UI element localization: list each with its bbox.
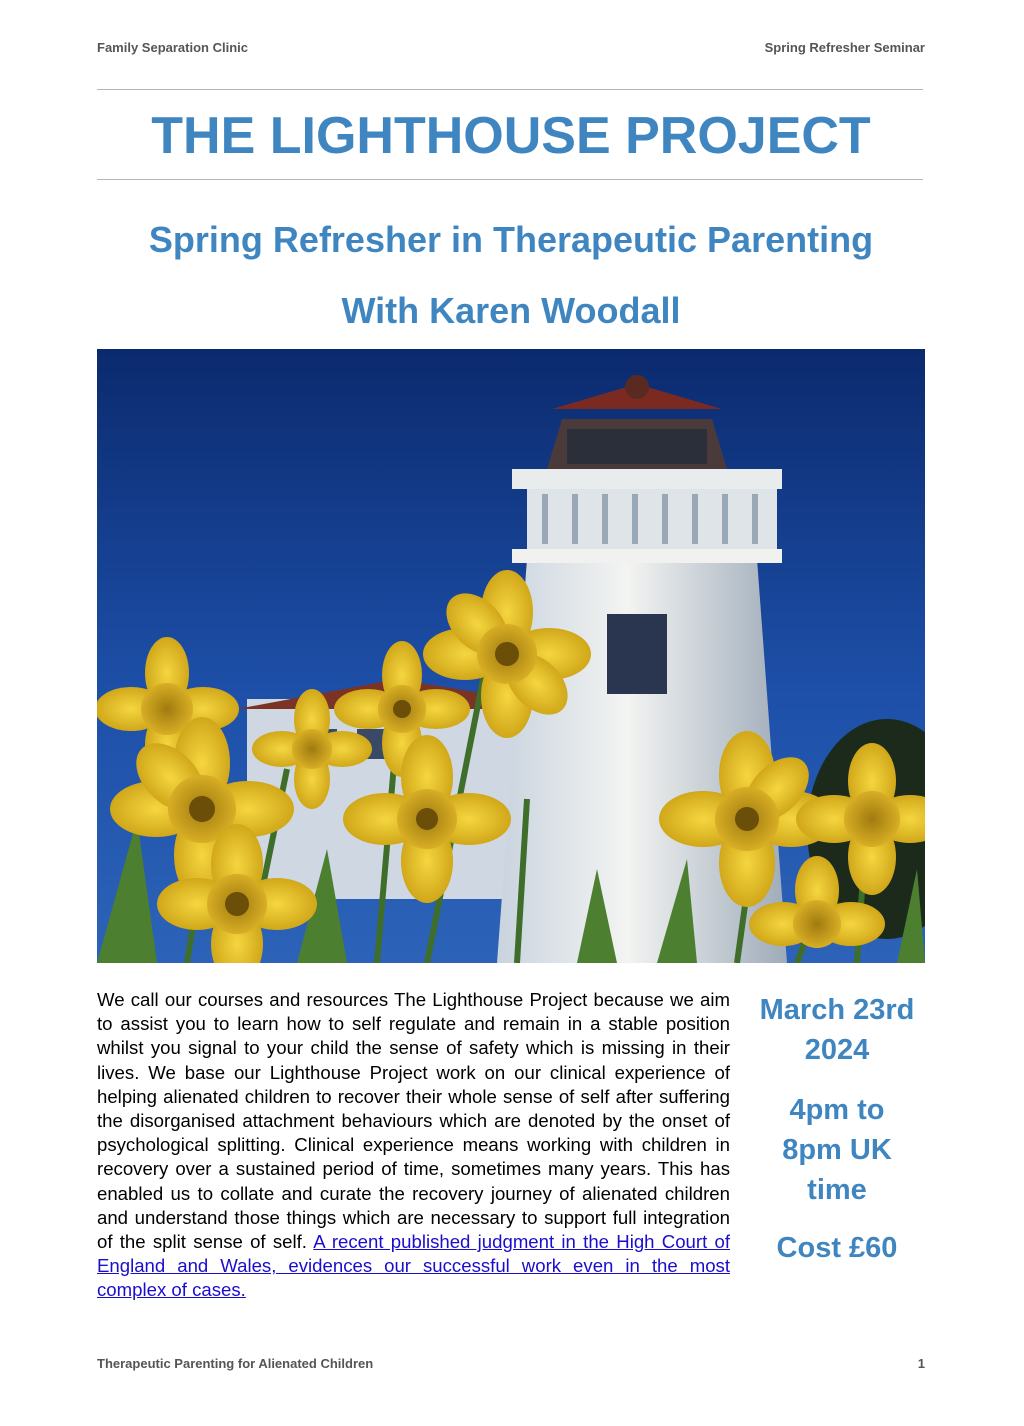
event-date-line-2: 2024 [804, 1034, 870, 1066]
event-time-line-3: time [807, 1174, 867, 1206]
event-time-line-2: 8pm UK [782, 1134, 892, 1166]
event-date-line-1: March 23rd [759, 994, 915, 1026]
high-court-judgment-link[interactable]: A recent published judgment in the High Court of England and Wales, evidences our successful work even in the most complex of cases. [97, 1231, 731, 1301]
event-date [748, 990, 926, 1070]
course-subtitle: Spring Refresher in Therapeutic Parenting [148, 219, 874, 260]
header-seminar: Spring Refresher Seminar [764, 40, 925, 55]
running-header [97, 40, 925, 55]
running-footer [97, 1356, 925, 1371]
presenter-subtitle: With Karen Woodall [341, 290, 681, 331]
intro-paragraph [97, 988, 730, 1303]
intro-text: We call our courses and resources The Lighthouse Project because we aim to assist you to learn how to self regulate and remain in a stable position whilst you signal to your child the sense of safety which is missing in their lives. We base our Lighthouse Project work on our clinical experience of helping alienated children to recover their whole sense of self after suffering the disorganised attachment behaviours which are denoted by the onset of psychological splitting. Clinical experience means working with children in recovery over a sustained period of time, sometimes many years. This has enabled us to collate and curate the recovery journey of alienated children and understand those things which are necessary to support full integration of the split sense of self. [97, 989, 730, 1253]
title-rule-bottom [97, 179, 923, 180]
title-rule-top [97, 89, 923, 90]
event-details [748, 990, 926, 1268]
event-time-line-1: 4pm to [789, 1094, 885, 1126]
event-cost: Cost £60 [776, 1232, 898, 1264]
page-number: 1 [917, 1356, 925, 1371]
footer-title: Therapeutic Parenting for Alienated Children [97, 1356, 374, 1371]
event-time [748, 1090, 926, 1210]
header-organisation: Family Separation Clinic [97, 40, 248, 55]
lighthouse-daffodils-photo [97, 349, 925, 963]
page-title: THE LIGHTHOUSE PROJECT [151, 107, 871, 165]
